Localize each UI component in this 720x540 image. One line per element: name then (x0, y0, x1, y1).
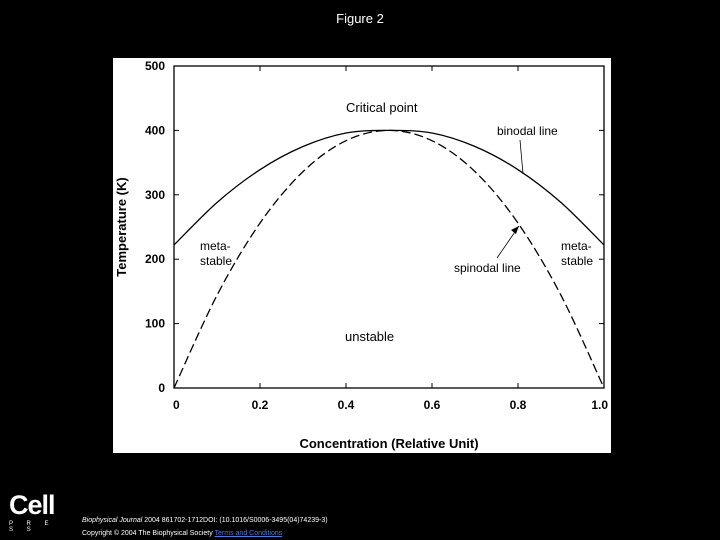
figure-panel (113, 58, 611, 453)
x-tick-label: 0.6 (423, 398, 441, 412)
cell-press-logo (9, 492, 69, 532)
y-axis-label: Temperature (K) (114, 177, 129, 277)
binodal-pointer (520, 140, 523, 174)
copyright-line (82, 527, 328, 540)
citation-block (82, 514, 328, 540)
y-tick-label: 500 (144, 59, 165, 73)
y-tick-label: 200 (144, 252, 165, 267)
y-tick-label: 400 (144, 123, 165, 138)
y-tick-label: 300 (144, 187, 165, 202)
phase-diagram-chart (113, 58, 611, 453)
x-tick-label: 1.0 (591, 398, 608, 412)
metastable-right-label-line1: meta- (561, 239, 592, 253)
page-title: Figure 2 (336, 11, 384, 26)
spinodal-line-label: spinodal line (454, 261, 521, 275)
logo-word: Cell (9, 490, 55, 520)
binodal-line-curve (174, 130, 604, 245)
citation-line (82, 514, 328, 527)
critical-point-label: Critical point (346, 100, 418, 115)
x-axis-label: Concentration (Relative Unit) (299, 436, 479, 451)
unstable-region-label: unstable (345, 329, 395, 344)
series-layer (174, 130, 604, 388)
x-tick-label: 0.4 (337, 398, 355, 412)
x-tick-label: 0.2 (251, 398, 269, 412)
copyright-text: Copyright © 2004 The Biophysical Society (82, 530, 215, 537)
y-tick-label: 0 (158, 381, 165, 395)
x-tick-label: 0 (173, 398, 180, 412)
metastable-left-label-line2: stable (200, 254, 233, 268)
metastable-left-label-line1: meta- (200, 239, 231, 253)
spinodal-line-curve (174, 130, 604, 388)
journal-name: Biophysical Journal (82, 517, 143, 524)
binodal-line-label: binodal line (497, 124, 558, 138)
spinodal-pointer-arrowhead (511, 226, 519, 234)
y-tick-label: 100 (144, 316, 165, 331)
citation-details: 2004 861702-1712DOI: (10.1016/S0006-3495(04)74239-3) (142, 517, 328, 524)
logo-subtitle: P R E S S (9, 521, 55, 533)
terms-link[interactable]: Terms and Conditions (214, 530, 283, 537)
x-axis-ticks (173, 66, 608, 412)
x-tick-label: 0.8 (509, 398, 527, 412)
metastable-right-label-line2: stable (561, 254, 594, 268)
